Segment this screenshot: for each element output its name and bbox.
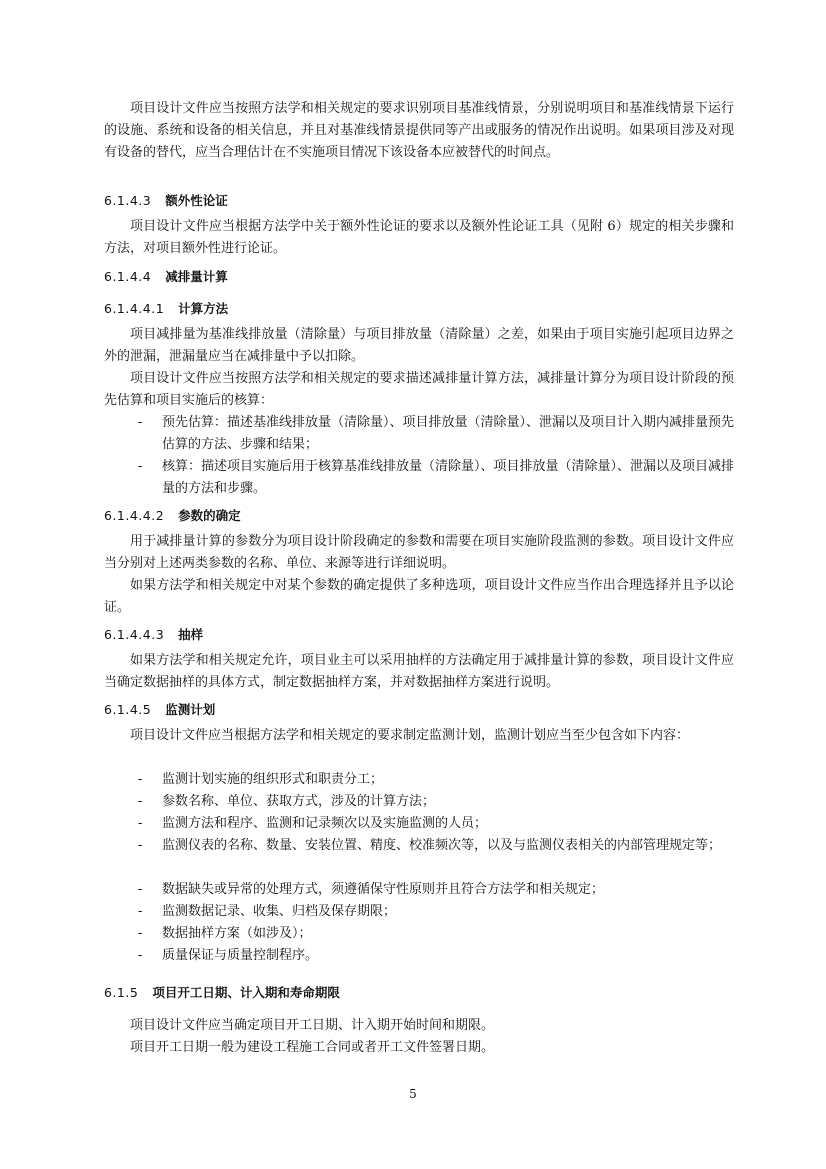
section-title: 额外性论证 <box>165 193 228 208</box>
list-item-monitor: 监测仪表的名称、数量、安装位置、精度、校准频次等，以及与监测仪表相关的内部管理规定等； <box>162 838 722 853</box>
list-item-monitor: 数据抽样方案（如涉及）； <box>162 926 312 941</box>
paragraph-baseline-scenario: 项目设计文件应当按照方法学和相关规定的要求识别项目基准线情景，分别说明项目和基准线情景下运行的设施、系统和设备的相关信息，并且对基准线情景提供同等产出或服务的情况作出说明。如果项目涉及对现有设备的替代，应当合理估计在不实施项目情况下该设备本应被替代的时间点。 <box>104 101 734 160</box>
section-title: 监测计划 <box>165 702 216 717</box>
paragraph-start-date: 项目设计文件应当确定项目开工日期、计入期开始时间和期限。 <box>130 1018 495 1033</box>
section-title: 项目开工日期、计入期和寿命期限 <box>152 985 340 1000</box>
heading-6-1-5 <box>104 983 340 1003</box>
paragraph-parameter-options: 如果方法学和相关规定中对某个参数的确定提供了多种选项，项目设计文件应当作出合理选择并且予以论证。 <box>104 578 734 615</box>
section-number: 6.1.4.4.3 <box>104 627 165 642</box>
section-number: 6.1.4.3 <box>104 193 152 208</box>
heading-6-1-4-4 <box>104 267 228 287</box>
list-dash: - <box>138 816 143 831</box>
list-dash: - <box>138 948 143 963</box>
paragraph-sampling: 如果方法学和相关规定允许，项目业主可以采用抽样的方法确定用于减排量计算的参数，项目设计文件应当确定数据抽样的具体方式，制定数据抽样方案，并对数据抽样方案进行说明。 <box>104 653 734 690</box>
list-item-monitor: 监测计划实施的组织形式和职责分工； <box>162 772 384 787</box>
list-dash: - <box>138 926 143 941</box>
section-title: 计算方法 <box>178 301 229 316</box>
paragraph-reduction-definition: 项目减排量为基准线排放量（清除量）与项目排放量（清除量）之差，如果由于项目实施引起项目边界之外的泄漏，泄漏量应当在减排量中予以扣除。 <box>104 327 734 364</box>
paragraph-monitoring-plan: 项目设计文件应当根据方法学和相关规定的要求制定监测计划，监测计划应当至少包含如下内容： <box>130 728 690 743</box>
list-dash: - <box>138 459 143 474</box>
list-dash: - <box>138 794 143 809</box>
paragraph-calculation-method: 项目设计文件应当按照方法学和相关规定的要求描述减排量计算方法，减排量计算分为项目设计阶段的预先估算和项目实施后的核算： <box>104 371 734 408</box>
paragraph-additionality: 项目设计文件应当根据方法学中关于额外性论证的要求以及额外性论证工具（见附 6）规定的相关步骤和方法，对项目额外性进行论证。 <box>104 219 734 256</box>
section-number: 6.1.4.4.1 <box>104 301 165 316</box>
section-number: 6.1.5 <box>104 985 139 1000</box>
list-item-monitor: 数据缺失或异常的处理方式，须遵循保守性原则并且符合方法学和相关规定； <box>162 882 605 897</box>
paragraph-start-date-definition: 项目开工日期一般为建设工程施工合同或者开工文件签署日期。 <box>130 1040 495 1055</box>
list-item-monitor: 参数名称、单位、获取方式，涉及的计算方法； <box>162 794 436 809</box>
list-item-monitor: 监测方法和程序、监测和记录频次以及实施监测的人员； <box>162 816 488 831</box>
section-title: 抽样 <box>178 627 204 642</box>
list-dash: - <box>138 838 143 853</box>
list-dash: - <box>138 904 143 919</box>
list-item-monitor: 质量保证与质量控制程序。 <box>162 948 319 963</box>
paragraph-parameters: 用于减排量计算的参数分为项目设计阶段确定的参数和需要在项目实施阶段监测的参数。项目设计文件应当分别对上述两类参数的名称、单位、来源等进行详细说明。 <box>104 534 734 571</box>
list-item-monitor: 监测数据记录、收集、归档及保存期限； <box>162 904 397 919</box>
heading-6-1-4-5 <box>104 700 215 720</box>
list-dash: - <box>138 772 143 787</box>
section-title: 参数的确定 <box>178 508 241 523</box>
list-dash: - <box>138 415 143 430</box>
list-item-ex-post: 核算：描述项目实施后用于核算基准线排放量（清除量）、项目排放量（清除量）、泄漏以及项目减排量的方法和步骤。 <box>162 459 735 496</box>
heading-6-1-4-4-2 <box>104 506 241 526</box>
list-item-ex-ante: 预先估算：描述基准线排放量（清除量）、项目排放量（清除量）、泄漏以及项目计入期内减排量预先估算的方法、步骤和结果； <box>162 415 735 452</box>
heading-6-1-4-4-1 <box>104 299 228 319</box>
section-number: 6.1.4.4.2 <box>104 508 165 523</box>
page-number: 5 <box>409 1087 417 1101</box>
list-dash: - <box>138 882 143 897</box>
heading-6-1-4-3 <box>104 191 228 211</box>
section-title: 减排量计算 <box>165 269 228 284</box>
section-number: 6.1.4.5 <box>104 702 152 717</box>
section-number: 6.1.4.4 <box>104 269 152 284</box>
heading-6-1-4-4-3 <box>104 625 203 645</box>
